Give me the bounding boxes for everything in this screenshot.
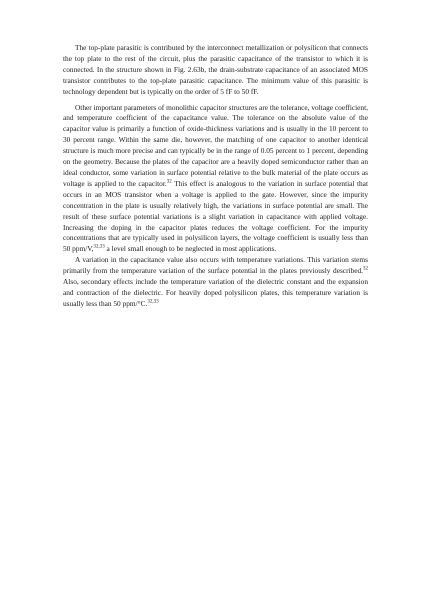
paragraph-top-plate-parasitic [63,43,368,98]
paragraph-text: a level small enough to be neglected in most applications. [104,244,277,254]
citation-ref: 32,33 [147,299,159,305]
document-page [63,43,368,310]
paragraph-text: The top-plate parasitic is contributed by the interconnect metallization or polysilicon that connects the top plate to the rest of the circuit, plus the parasitic capacitance of the transistor to which it is connected. In the structure shown in Fig. 2.63b, the drain-substrate capacitance of an associated MOS transistor contributes to the top-plate parasitic capacitance. The minimum value of this parasitic is technology dependent but is typically on the order of 5 fF to 50 fF. [63,43,368,96]
paragraph-text: Also, secondary effects include the temperature variation of the dielectric constant and the expansion and contraction of the dielectric. For heavily doped polysilicon plates, this temperature variation is usually less than 50 ppm/°C. [63,277,368,308]
paragraph-text: This effect is analogous to the variation in surface potential that occurs in an MOS transistor when a voltage is applied to the gate. However, since the impurity concentration in the plate is usually relatively high, the variations in surface potential are small. The result of these surface potential variations is a slight variation in capacitance with applied voltage. Increasing the doping in the capacitor plates reduces the voltage coefficient. For the impurity concentrations that are typically used in polysilicon layers, the voltage coefficient is usually less than 50 ppm/V, [63,178,368,254]
citation-ref: 32 [363,266,368,272]
citation-ref: 32,33 [93,244,105,250]
citation-ref: 32 [166,179,172,185]
paragraph-text: A variation in the capacitance value also occurs with temperature variations. This variation stems primarily from the temperature variation of the surface potential in the plates previously described. [63,255,368,276]
paragraph-text: Other important parameters of monolithic capacitor structures are the tolerance, voltage coefficient, and temperature coefficient of the capacitance value. The tolerance on the absolute value of the capacitor value is primarily a function of oxide-thickness variations and is usually in the 10 percent to 30 percent range. Within the same die, however, the matching of one capacitor to another identical structure is much more precise and can typically be in the range of 0.05 percent to 1 percent, depending on the geometry. Because the plates of the capacitor are a heavily doped semiconductor rather than an ideal conductor, some variation in surface potential relative to the bulk material of the plate occurs as voltage is applied to the capacitor. [63,102,368,188]
paragraph-capacitor-parameters [63,103,368,256]
paragraph-temperature-variation [63,255,368,310]
